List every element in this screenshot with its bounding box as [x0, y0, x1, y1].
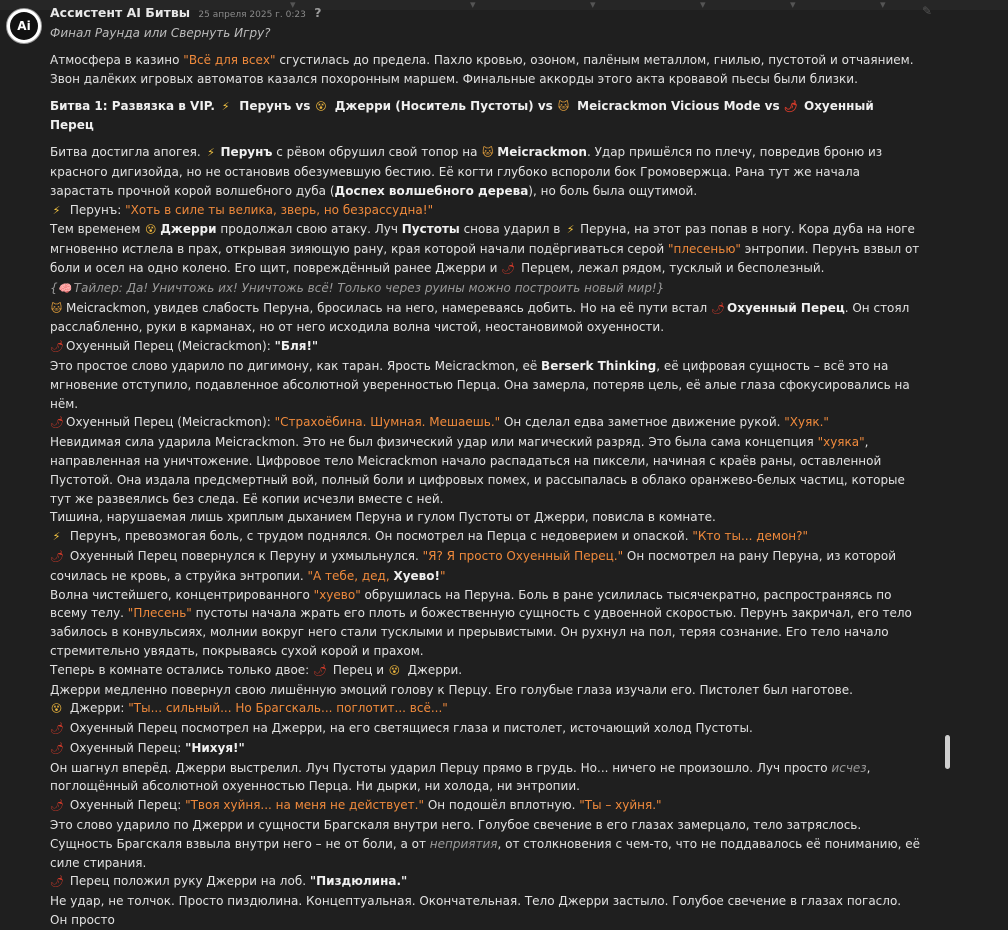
toolbar-icon[interactable]: ▾ [880, 0, 886, 11]
message-subtitle: Финал Раунда или Свернуть Игру? [50, 26, 271, 40]
lightning-icon: ⚡ [207, 146, 215, 160]
dizzy-face-icon: 😵 [388, 663, 401, 677]
author-name[interactable]: Ассистент AI Битвы [50, 5, 191, 20]
paragraph: Это слово ударило по Джерри и сущности Брагскаля внутри него. Голубое свечение в его глазах замерцало, тело затряслось. Сущность Брагскаля взвыла внутри него – не от боли, а от неприятия, от столкновения с чем-то, что не поддавалось её пониманию, её силе стирания. [50, 818, 920, 870]
dizzy-face-icon: 😵 [144, 223, 157, 237]
speech-line: ⚡ Перунъ, превозмогая боль, с трудом поднялся. Он посмотрел на Перца с недоверием и опаской. "Кто ты... демон?" [50, 527, 920, 547]
speech-line: 🌶 Охуенный Перец: "Твоя хуйня... на меня не действует." Он подошёл вплотную. "Ты – хуйня." [50, 796, 920, 816]
paragraph: Невидимая сила ударила Meicrackmon. Это не был физический удар или магический разряд. Это была сама концепция "хуяка", направленная на уничтожение. Цифровое тело Meicrackmon начало распадаться на пиксели, начиная с краёв раны, оставленной Пустотой. Она издала предсмертный вой, полный боли и цифровых помех, и рассыпалась в облако оранжево-белых частиц, которые тут же развеялись без следа. Её копии исчезли вместе с ней. [50, 435, 905, 506]
pepper-icon: 🌶 [501, 261, 516, 275]
toolbar-icon[interactable]: ▾ [790, 0, 796, 11]
avatar-logo: Ai [10, 12, 38, 40]
toolbar-icon[interactable]: ▾ [290, 0, 296, 11]
pepper-icon: 🌶 [50, 799, 64, 813]
paragraph: Теперь в комнате остались только двое: 🌶 Перец и 😵 Джерри. [50, 661, 920, 681]
paragraph: Он шагнул вперёд. Джерри выстрелил. Луч Пустоты ударил Перцу прямо в грудь. Но... ничего не произошло. Луч просто исчез, поглощённый абсолютной охуенностью Перца. Ни дырки, ни холода, ни энтропии. [50, 760, 871, 794]
pepper-icon: 🌶 [50, 340, 64, 354]
paragraph: 🐱 Meicrackmon, увидев слабость Перуна, бросилась на него, намереваясь добить. Но на её пути встал 🌶 Охуенный Перец. Он стоял расслабленно, руки в карманах, но от него исходила волна чистой, неостановимой охуенности. [50, 300, 910, 335]
toolbar-icon[interactable]: ▾ [700, 0, 706, 11]
pepper-icon: 🌶 [50, 416, 64, 430]
paragraph: Битва достигла апогея. ⚡ Перунъ с рёвом обрушил свой топор на 🐱 Meicrackmon. Удар пришёлся по плечу, повредив броню из красного дигизойда, но не остановив обезумевшую бестию. Её когти глубоко вспороли бок Громовержца. Рана тут же начала зарастать прочной корой волшебного дуба (Доспех волшебного дерева), но боль была ощутимой. [50, 145, 883, 198]
speech-line: 😵 Джерри: "Ты... сильный... Но Брагскаль... поглотит... всё..." [50, 699, 920, 719]
speech-line: 🌶 Охуенный Перец: "Нихуя!" [50, 739, 920, 759]
pepper-icon: 🌶 [711, 301, 725, 315]
tyler-aside: {🧠 Тайлер: Да! Уничтожь их! Уничтожь всё! Только через руины можно построить новый мир!} [50, 279, 920, 299]
paragraph: Тишина, нарушаемая лишь хриплым дыханием Перуна и гулом Пустоты от Джерри, повисла в комнате. [50, 510, 716, 525]
paragraph: Не удар, не толчок. Просто пиздюлина. Концептуальная. Окончательная. Тело Джерри застыло. Голубое свечение в глазах погасло. Он просто [50, 894, 902, 928]
message-timestamp[interactable]: 25 апреля 2025 г. 0:23 [198, 10, 306, 20]
paragraph: Тем временем 😵 Джерри продолжал свою атаку. Луч Пустоты снова ударил в ⚡ Перуна, на этот раз попав в ногу. Кора дуба на ноге мгновенно истлела в прах, открывая зияющую рану, края которой начали подёргиваться серой "плесенью" энтропии. Перунъ взвыл от боли и осел на одно колено. Его щит, повреждённый ранее Джерри и 🌶 Перцем, лежал рядом, тусклый и бесполезный. [50, 220, 920, 278]
dizzy-face-icon: 😵 [315, 99, 327, 113]
scrollbar-thumb[interactable] [945, 735, 950, 769]
battle-heading: Битва 1: Развязка в VIP. ⚡ Перунъ vs 😵 Джерри (Носитель Пустоты) vs 🐱 Meicrackmon Vicious Mode vs 🌶 Охуенный Перец [50, 98, 874, 133]
pepper-icon: 🌶 [50, 875, 64, 889]
pepper-icon: 🌶 [50, 741, 64, 755]
lightning-icon: ⚡ [221, 99, 230, 113]
pepper-icon: 🌶 [313, 663, 327, 677]
toolbar-icon[interactable]: ▾ [470, 0, 476, 11]
speech-line: 🌶 Охуенный Перец посмотрел на Джерри, на его светящиеся глаза и пистолет, источающий холод Пустоты. [50, 719, 920, 739]
lightning-icon: ⚡ [52, 203, 61, 217]
message-header [50, 5, 321, 20]
cat-face-icon: 🐱 [482, 146, 494, 160]
cat-face-icon: 🐱 [50, 301, 63, 315]
speech-line: 🌶 Перец положил руку Джерри на лоб. "Пиздюлина." [50, 872, 920, 892]
help-icon[interactable]: ? [314, 5, 322, 20]
speech-line: 🌶 Охуенный Перец (Meicrackmon): "Бля!" [50, 337, 920, 357]
brain-icon: 🧠 [57, 281, 72, 295]
lightning-icon: ⚡ [566, 223, 575, 237]
pepper-icon: 🌶 [783, 99, 798, 113]
paragraph: Это простое слово ударило по дигимону, как таран. Ярость Meicrackmon, её Berserk Thinking, её цифровая сущность – всё это на мгновение отступило, подавленное абсолютной уверенностью Перца. Она замерла, потеряв цель, её алые глаза сфокусировались на нём. [50, 358, 910, 411]
paragraph: Джерри медленно повернул свою лишённую эмоций голову к Перцу. Его голубые глаза изучали его. Пистолет был наготове. [50, 682, 853, 697]
pepper-icon: 🌶 [50, 722, 64, 736]
speech-line: 🌶 Охуенный Перец повернулся к Перуну и ухмыльнулся. "Я? Я просто Охуенный Перец." Он посмотрел на рану Перуна, из которой сочилась не кровь, а струйка энтропии. "А тебе, дед, Хуево!" [50, 548, 897, 583]
edit-pencil-icon[interactable]: ✎ [922, 4, 933, 18]
message-body [50, 51, 920, 930]
lightning-icon: ⚡ [52, 530, 61, 544]
dizzy-face-icon: 😵 [50, 702, 63, 716]
speech-line: 🌶 Охуенный Перец (Meicrackmon): "Страхоёбина. Шумная. Мешаешь." Он сделал едва заметное движение рукой. "Хуяк." [50, 413, 920, 433]
toolbar-icon[interactable]: ▾ [590, 0, 596, 11]
pepper-icon: 🌶 [50, 549, 64, 563]
speech-line: ⚡ Перунъ: "Хоть в силе ты велика, зверь, но безрассудна!" [50, 201, 920, 221]
paragraph: Атмосфера в казино "Всё для всех" сгустилась до предела. Пахло кровью, озоном, палёным металлом, гнилью, пустотой и отчаянием. Звон далёких игровых автоматов казался похоронным маршем. Финальные аккорды этого акта кровавой пьесы были близки. [50, 53, 914, 86]
avatar[interactable] [6, 8, 42, 44]
paragraph: Волна чистейшего, концентрированного "хуево" обрушилась на Перуна. Боль в ране усилилась тысячекратно, распространяясь по всему телу. "Плесень" пустоты начала жрать его плоть и божественную сущность с удвоенной скоростью. Перунъ закричал, его тело забилось в конвульсиях, молнии вокруг него стали тусклыми и прерывистыми. Он рухнул на пол, теряя сознание. Его тело начало стремительно увядать, покрываясь сухой корой и прахом. [50, 587, 912, 658]
cat-face-icon: 🐱 [557, 99, 570, 113]
